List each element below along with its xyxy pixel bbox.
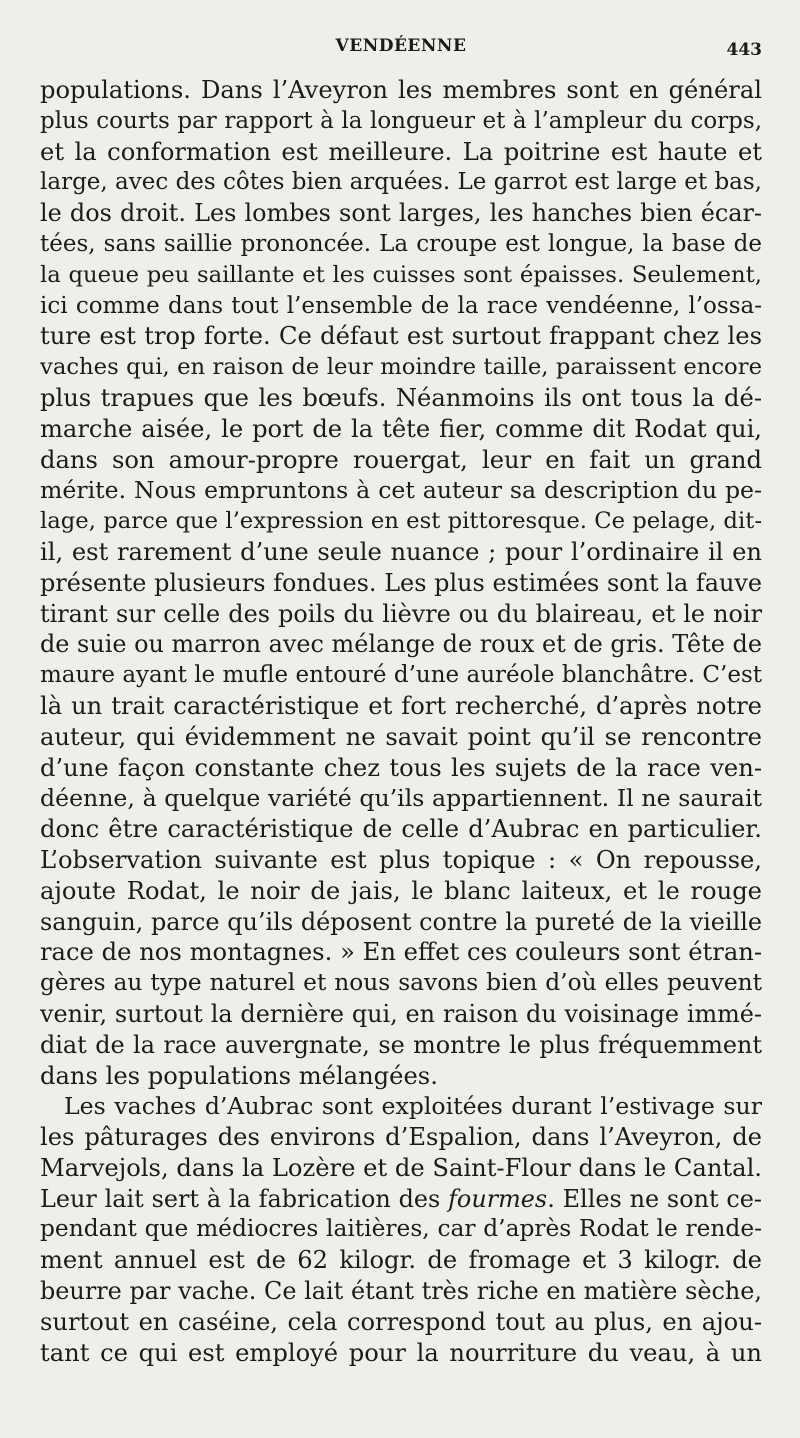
text-line: diat de la race auvergnate, se montre le plus fréquemment bbox=[40, 1030, 762, 1059]
text-line: là un trait caractéristique et fort recherché, d’après notre bbox=[40, 691, 762, 720]
text-line: beurre par vache. Ce lait étant très riche en matière sèche, bbox=[40, 1277, 762, 1306]
text-line: lage, parce que l’expression en est pittoresque. Ce pelage, dit- bbox=[40, 508, 762, 535]
text-line: populations. Dans l’Aveyron les membres sont en général bbox=[40, 76, 762, 104]
body-text bbox=[40, 75, 762, 1368]
text-line: mérite. Nous empruntons à cet auteur sa description du pe- bbox=[40, 476, 762, 505]
text-line: d’une façon constante chez tous les sujets de la race ven- bbox=[40, 753, 762, 782]
text-line: dans son amour-propre rouergat, leur en fait un grand bbox=[40, 445, 762, 474]
text-line: race de nos montagnes. » En effet ces couleurs sont étran- bbox=[40, 938, 762, 967]
text-line: donc être caractéristique de celle d’Aubrac en particulier. bbox=[40, 815, 762, 844]
text-line: Les vaches d’Aubrac sont exploitées durant l’estivage sur bbox=[64, 1092, 762, 1121]
text-line: il, est rarement d’une seule nuance ; pour l’ordinaire il en bbox=[40, 537, 762, 566]
text-line: ajoute Rodat, le noir de jais, le blanc laiteux, et le rouge bbox=[40, 876, 762, 905]
page-number: 443 bbox=[726, 40, 762, 60]
text-line: plus courts par rapport à la longueur et à l’ampleur du corps, bbox=[40, 107, 762, 134]
text-line: venir, surtout la dernière qui, en raison du voisinage immé- bbox=[40, 999, 762, 1028]
text-line: tirant sur celle des poils du lièvre ou du blaireau, et le noir bbox=[40, 599, 762, 628]
text-line: tant ce qui est employé pour la nourriture du veau, à un bbox=[40, 1338, 762, 1367]
text-line: la queue peu saillante et les cuisses sont épaisses. Seulement, bbox=[40, 261, 762, 288]
text-line: présente plusieurs fondues. Les plus estimées sont la fauve bbox=[40, 568, 762, 597]
text-line: plus trapues que les bœufs. Néanmoins ils ont tous la dé- bbox=[40, 383, 762, 412]
text-line: L’observation suivante est plus topique : « On repousse, bbox=[40, 845, 762, 874]
text-line: les pâturages des environs d’Espalion, dans l’Aveyron, de bbox=[40, 1123, 762, 1152]
text-line: ici comme dans tout l’ensemble de la race vendéenne, l’ossa- bbox=[40, 292, 762, 319]
text-line: ture est trop forte. Ce défaut est surtout frappant chez les bbox=[40, 322, 762, 351]
text-line: Marvejols, dans la Lozère et de Saint-Flour dans le Cantal. bbox=[40, 1153, 762, 1182]
text-line: marche aisée, le port de la tête fier, comme dit Rodat qui, bbox=[40, 414, 762, 443]
text-line: large, avec des côtes bien arquées. Le garrot est large et bas, bbox=[40, 169, 762, 196]
text-line: sanguin, parce qu’ils déposent contre la pureté de la vieille bbox=[40, 907, 762, 936]
text-line: déenne, à quelque variété qu’ils appartiennent. Il ne saurait bbox=[40, 784, 762, 813]
text-line: dans les populations mélangées. bbox=[40, 1061, 438, 1090]
text-line: ment annuel est de 62 kilogr. de fromage et 3 kilogr. de bbox=[40, 1246, 762, 1275]
running-title: VENDÉENNE bbox=[335, 36, 467, 56]
text-line: surtout en caséine, cela correspond tout au plus, en ajou- bbox=[40, 1307, 762, 1336]
text-line: de suie ou marron avec mélange de roux et de gris. Tête de bbox=[40, 630, 762, 659]
text-line: le dos droit. Les lombes sont larges, les hanches bien écar- bbox=[40, 199, 762, 228]
text-line: tées, sans saillie prononcée. La croupe est longue, la base de bbox=[40, 230, 762, 257]
text-line: maure ayant le mufle entouré d’une auréole blanchâtre. C’est bbox=[40, 662, 762, 689]
text-line: pendant que médiocres laitières, car d’après Rodat le rende- bbox=[40, 1215, 762, 1243]
page-header bbox=[40, 36, 762, 66]
text-line: et la conformation est meilleure. La poitrine est haute et bbox=[40, 137, 762, 166]
text-line: vaches qui, en raison de leur moindre taille, paraissent encore bbox=[40, 354, 762, 381]
text-line: gères au type naturel et nous savons bien d’où elles peuvent bbox=[40, 969, 762, 997]
text-line: Leur lait sert à la fabrication des fourmes. Elles ne sont ce- bbox=[40, 1184, 762, 1213]
text-line: auteur, qui évidemment ne savait point qu’il se rencontre bbox=[40, 722, 762, 751]
